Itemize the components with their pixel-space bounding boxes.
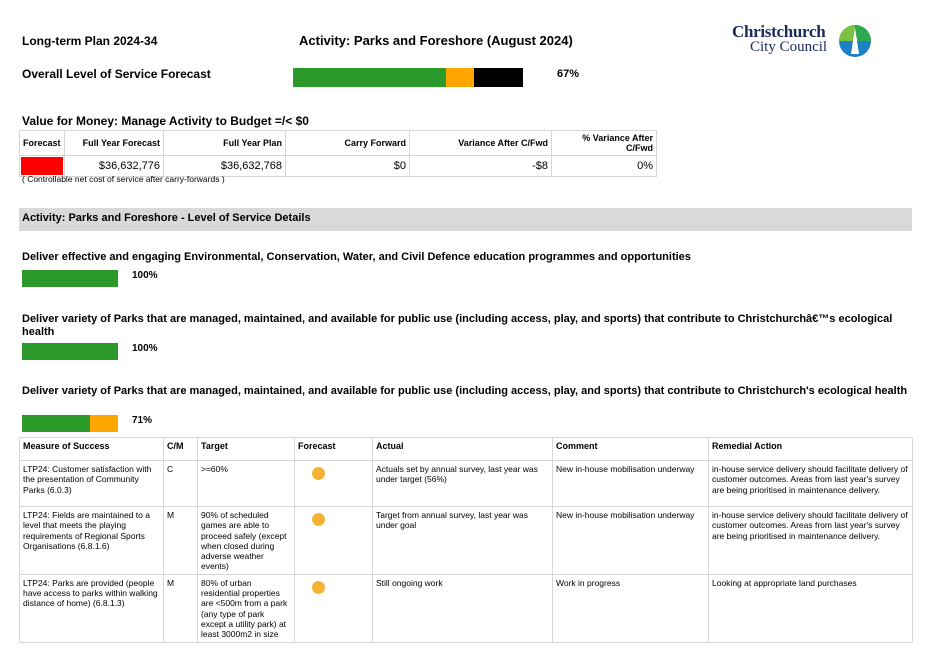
bar-segment xyxy=(22,270,118,287)
activity-title: Activity: Parks and Foreshore (August 2024) xyxy=(299,33,573,48)
vfm-header: Full Year Plan xyxy=(164,131,286,156)
bar-segment xyxy=(474,68,523,87)
vfm-pct-variance: 0% xyxy=(552,156,657,177)
vfm-carry-forward: $0 xyxy=(286,156,410,177)
measures-header: Forecast xyxy=(295,438,373,461)
value-for-money-table xyxy=(19,130,657,177)
remedial-cell: in-house service delivery should facilitate delivery of customer outcomes. Areas from last year's survey are being prioritised in maintenance delivery. xyxy=(709,461,913,507)
los-details-section-header xyxy=(19,208,912,231)
bar-segment xyxy=(22,343,118,360)
measures-header: Actual xyxy=(373,438,553,461)
measure-cell: LTP24: Customer satisfaction with the presentation of Community Parks (6.0.3) xyxy=(20,461,164,507)
actual-cell: Still ongoing work xyxy=(373,574,553,642)
bar-segment xyxy=(22,415,90,432)
remedial-cell: Looking at appropriate land purchases xyxy=(709,574,913,642)
bar-segment xyxy=(446,68,474,87)
value-for-money-title: Value for Money: Manage Activity to Budget =/< $0 xyxy=(22,114,309,128)
cathedral-logo-icon xyxy=(838,24,872,58)
overall-los-label: Overall Level of Service Forecast xyxy=(22,67,211,81)
comment-cell: New in-house mobilisation underway xyxy=(553,507,709,575)
logo-line1: Christchurch xyxy=(732,22,826,41)
measures-header: Remedial Action xyxy=(709,438,913,461)
cm-cell: M xyxy=(164,574,198,642)
table-row xyxy=(20,461,913,507)
measures-header: Measure of Success xyxy=(20,438,164,461)
los-group-percent: 100% xyxy=(132,270,158,281)
actual-cell: Actuals set by annual survey, last year was under target (56%) xyxy=(373,461,553,507)
forecast-status-icon xyxy=(312,581,325,594)
cm-cell: M xyxy=(164,507,198,575)
measures-table xyxy=(19,437,913,643)
measure-cell: LTP24: Parks are provided (people have access to parks within walking distance of home) (6.8.1.3) xyxy=(20,574,164,642)
overall-progress-bar xyxy=(293,68,523,87)
comment-cell: Work in progress xyxy=(553,574,709,642)
forecast-status-icon xyxy=(312,467,325,480)
los-group-percent: 71% xyxy=(132,415,153,426)
los-group-title: Deliver effective and engaging Environmental, Conservation, Water, and Civil Defence education programmes and opportunities xyxy=(22,251,691,263)
target-cell: 80% of urban residential properties are <500m from a park (any type of park except a utility park) at least 3000m2 in size xyxy=(198,574,295,642)
overall-percent: 67% xyxy=(557,68,580,80)
table-row xyxy=(20,574,913,642)
vfm-header-row xyxy=(20,131,657,156)
vfm-header: % Variance After C/Fwd xyxy=(552,131,657,156)
los-group-progress-bar xyxy=(22,415,118,432)
measures-header-row xyxy=(20,438,913,461)
vfm-header: Full Year Forecast xyxy=(65,131,164,156)
logo-line2: City Council xyxy=(750,39,828,55)
measures-header: Comment xyxy=(553,438,709,461)
los-group-progress-bar xyxy=(22,270,118,287)
measure-cell: LTP24: Fields are maintained to a level that meets the playing requirements of Regional Sports Organisations (6.8.1.6) xyxy=(20,507,164,575)
plan-title: Long-term Plan 2024-34 xyxy=(22,34,158,48)
forecast-cell xyxy=(295,461,373,507)
los-group-title: Deliver variety of Parks that are managed, maintained, and available for public use (including access, play, and sports) that contribute to Christchurch's ecological health xyxy=(22,385,908,397)
vfm-header: Carry Forward xyxy=(286,131,410,156)
vfm-note: ( Controllable net cost of service after carry-forwards ) xyxy=(22,174,225,184)
los-group-progress-bar xyxy=(22,343,118,360)
table-row xyxy=(20,507,913,575)
council-logo xyxy=(732,22,877,62)
measures-header: C/M xyxy=(164,438,198,461)
vfm-full-year-plan: $36,632,768 xyxy=(164,156,286,177)
cm-cell: C xyxy=(164,461,198,507)
vfm-full-year-forecast: $36,632,776 xyxy=(65,156,164,177)
vfm-variance: -$8 xyxy=(410,156,552,177)
remedial-cell: in-house service delivery should facilitate delivery of customer outcomes. Areas from last year's survey are being prioritised in maintenance delivery. xyxy=(709,507,913,575)
bar-segment xyxy=(90,415,118,432)
target-cell: >=60% xyxy=(198,461,295,507)
los-group-title: Deliver variety of Parks that are managed, maintained, and available for public use (including access, play, and sports) that contribute to Christchurchâ€™s ecological health xyxy=(22,313,893,338)
measures-header: Target xyxy=(198,438,295,461)
comment-cell: New in-house mobilisation underway xyxy=(553,461,709,507)
bar-segment xyxy=(293,68,446,87)
section-title: Activity: Parks and Foreshore - Level of Service Details xyxy=(22,212,311,224)
los-group-percent: 100% xyxy=(132,343,158,354)
target-cell: 90% of scheduled games are able to proceed safely (except when closed during adverse weather events) xyxy=(198,507,295,575)
vfm-header: Forecast xyxy=(20,131,65,156)
forecast-cell xyxy=(295,507,373,575)
actual-cell: Target from annual survey, last year was under goal xyxy=(373,507,553,575)
forecast-status-icon xyxy=(312,513,325,526)
vfm-header: Variance After C/Fwd xyxy=(410,131,552,156)
forecast-cell xyxy=(295,574,373,642)
